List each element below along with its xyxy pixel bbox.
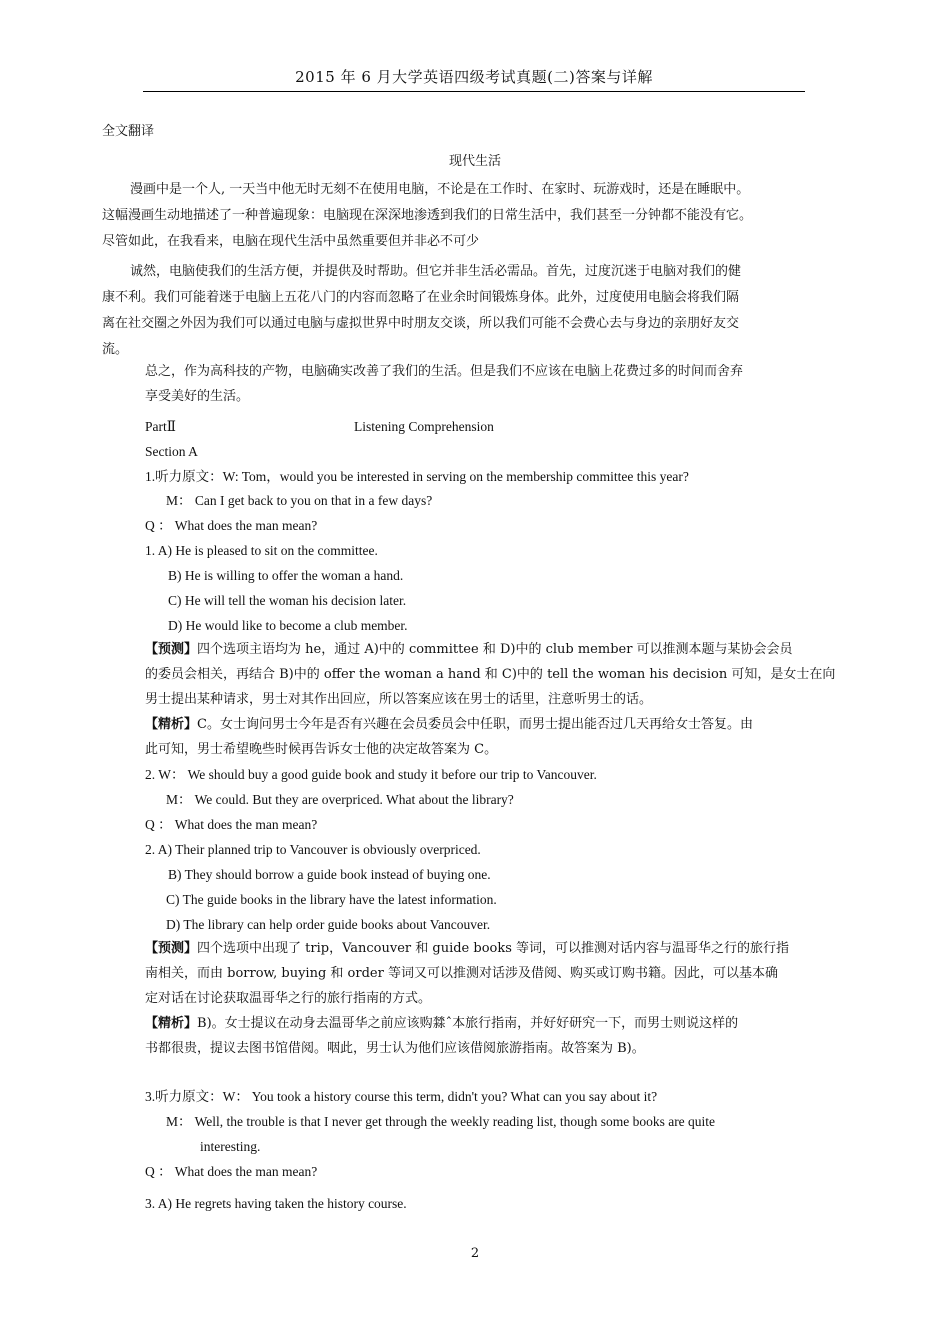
part-title: Listening Comprehension	[354, 419, 494, 434]
essay-title: 现代生活	[448, 154, 501, 169]
q3-question: Q ： What does the man mean?	[145, 1164, 318, 1179]
section-label: Section A	[145, 444, 198, 459]
q2-prediction-text: 四个选项中出现了 trip，Vancouver 和 guide books 等词，可以推测对话内容与温哥华之行的旅行指	[197, 941, 790, 956]
q2-analysis-line1	[145, 1014, 738, 1034]
q1-analysis-tag: 【精析】	[145, 717, 198, 732]
q1-script-woman: 1.听力原文：W: Tom，would you be interested in serving on the membership committee this year?	[145, 469, 689, 484]
essay-p2-line1: 诚然，电脑使我们的生活方便，并提供及时帮助。但它并非生活必需品。首先，过度沉迷于电脑对我们的健	[130, 264, 742, 279]
q2-prediction-line1	[145, 939, 789, 959]
q1-prediction-text: 四个选项主语均为 he，通过 A)中的 committee 和 D)中的 club member 可以推测本题与某协会会员	[197, 642, 793, 657]
q2-script-man: M： We could. But they are overpriced. What about the library?	[166, 792, 514, 807]
q1-question: Q ： What does the man mean?	[145, 518, 318, 533]
essay-p3-line1: 总之，作为高科技的产物，电脑确实改善了我们的生活。但是我们不应该在电脑上花费过多的时间而舍弃	[145, 364, 744, 379]
q1-option-a: 1. A) He is pleased to sit on the committee.	[145, 543, 378, 558]
q2-prediction-line2: 南相关，而由 borrow, buying 和 order 等词又可以推测对话涉及借阅、购买或订购书籍。因此，可以基本确	[145, 966, 778, 981]
essay-p2-line3: 离在社交圈之外因为我们可以通过电脑与虚拟世界中时朋友交谈，所以我们可能不会费心去与身边的亲朋好友交	[102, 316, 740, 331]
q2-prediction-tag: 【预测】	[145, 941, 198, 956]
q1-script-man: M： Can I get back to you on that in a few days?	[166, 493, 433, 508]
q3-script-man: M： Well, the trouble is that I never get through the weekly reading list, though some books are quite	[166, 1114, 716, 1129]
q1-analysis-line2: 此可知，男士希望晚些时候再告诉女士他的决定故答案为 C。	[145, 742, 498, 757]
q2-script-woman: 2. W： We should buy a good guide book and study it before our trip to Vancouver.	[145, 767, 597, 782]
translation-heading: 全文翻译	[102, 124, 155, 139]
q2-analysis-line2: 书都很贵，提议去图书馆借阅。咽此，男士认为他们应该借阅旅游指南。故答案为 B)。	[145, 1041, 645, 1056]
q3-option-a: 3. A) He regrets having taken the history course.	[145, 1196, 407, 1211]
q3-script-woman: 3.听力原文：W： You took a history course this term, didn't you? What can you say about it?	[145, 1089, 658, 1104]
q1-option-b: B) He is willing to offer the woman a hand.	[168, 568, 404, 583]
essay-p3-line2: 享受美好的生活。	[145, 389, 250, 404]
q1-prediction-line3: 男士提出某种请求，男士对其作出回应，所以答案应该在男士的话里，注意听男士的话。	[145, 692, 653, 707]
q3-script-man-cont: interesting.	[200, 1139, 261, 1154]
q1-prediction-line2: 的委员会相关，再结合 B)中的 offer the woman a hand 和 C)中的 tell the woman his decision 可知，是女士在向	[145, 667, 836, 682]
q1-analysis-text: C。女士询问男士今年是否有兴趣在会员委员会中任职，而男士提出能否过几天再给女士答复。由	[197, 717, 753, 732]
q2-option-c: C) The guide books in the library have the latest information.	[166, 892, 497, 907]
q1-prediction-tag: 【预测】	[145, 642, 198, 657]
q2-prediction-line3: 定对话在讨论获取温哥华之行的旅行指南的方式。	[145, 991, 432, 1006]
essay-p1-line3: 尽管如此，在我看来，电脑在现代生活中虽然重要但并非必不可少	[102, 234, 480, 249]
q1-option-d: D) He would like to become a club member.	[168, 618, 408, 633]
q2-question: Q ： What does the man mean?	[145, 817, 318, 832]
q2-option-d: D) The library can help order guide books about Vancouver.	[166, 917, 491, 932]
essay-p2-line4: 流。	[102, 342, 129, 357]
part-label: PartⅡ	[145, 419, 176, 434]
essay-p1-line1: 漫画中是一个人, 一天当中他无时无刻不在使用电脑，不论是在工作时、在家时、玩游戏时，还是在睡眠中。	[130, 182, 750, 197]
page-header: 2015 年 6 月大学英语四级考试真题(二)答案与详解	[143, 66, 805, 92]
essay-p2-line2: 康不利。我们可能着迷于电脑上五花八门的内容而忽略了在业余时间锻炼身体。此外，过度使用电脑会将我们隔	[102, 290, 740, 305]
essay-p1-line2: 这幅漫画生动地描述了一种普遍现象：电脑现在深深地渗透到我们的日常生活中，我们甚至一分钟都不能没有它。	[102, 208, 753, 223]
page-number: 2	[470, 1246, 480, 1261]
q1-prediction-line1	[145, 640, 793, 660]
q2-option-b: B) They should borrow a guide book instead of buying one.	[168, 867, 491, 882]
q2-analysis-tag: 【精析】	[145, 1016, 198, 1031]
q2-analysis-text: B)。女士提议在动身去温哥华之前应该购㵘ˆ本旅行指南，并好好研究一下，而男士则说这样的	[197, 1016, 739, 1031]
q2-option-a: 2. A) Their planned trip to Vancouver is obviously overpriced.	[145, 842, 481, 857]
q1-option-c: C) He will tell the woman his decision later.	[168, 593, 407, 608]
q1-analysis-line1	[145, 715, 753, 735]
